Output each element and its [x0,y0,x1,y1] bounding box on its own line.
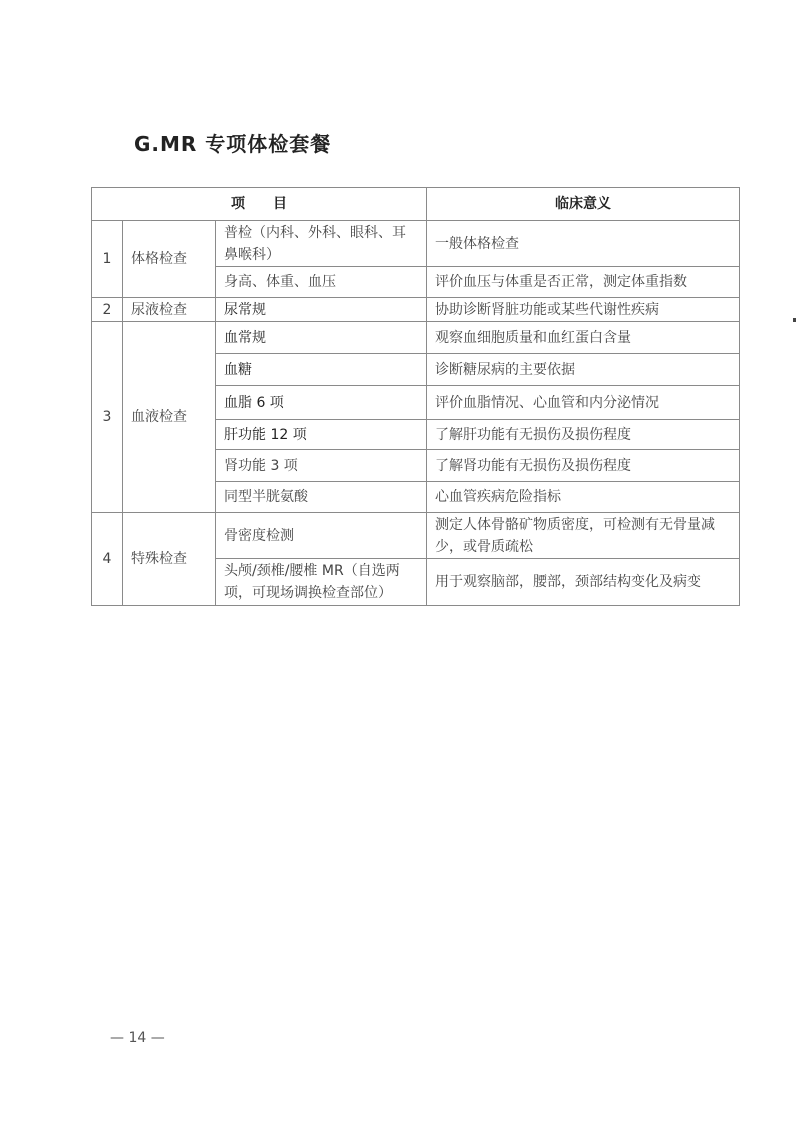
table-row [92,322,740,354]
meaning-cell: 测定人体骨骼矿物质密度，可检测有无骨量减少，或骨质疏松 [427,513,740,559]
table-row [92,298,740,322]
meaning-cell: 评价血脂情况、心血管和内分泌情况 [427,386,740,420]
group-category: 血液检查 [123,322,216,513]
group-number: 4 [92,513,123,606]
item-cell: 同型半胱氨酸 [216,482,427,513]
header-meaning: 临床意义 [427,188,740,221]
meaning-cell: 心血管疾病危险指标 [427,482,740,513]
meaning-cell: 观察血细胞质量和血红蛋白含量 [427,322,740,354]
group-number: 1 [92,221,123,298]
meaning-cell: 用于观察脑部，腰部，颈部结构变化及病变 [427,559,740,606]
table-row [92,513,740,559]
meaning-cell: 一般体格检查 [427,221,740,267]
item-cell: 身高、体重、血压 [216,267,427,298]
group-number: 3 [92,322,123,513]
table-header-row [92,188,740,221]
table-row [92,221,740,267]
group-number: 2 [92,298,123,322]
item-cell: 血脂 6 项 [216,386,427,420]
item-cell: 肾功能 3 项 [216,450,427,482]
header-item: 项 目 [92,188,427,221]
item-cell: 血常规 [216,322,427,354]
group-category: 体格检查 [123,221,216,298]
item-cell: 普检（内科、外科、眼科、耳鼻喉科） [216,221,427,267]
meaning-cell: 了解肝功能有无损伤及损伤程度 [427,420,740,450]
item-cell: 血糖 [216,354,427,386]
meaning-cell: 评价血压与体重是否正常，测定体重指数 [427,267,740,298]
item-cell: 骨密度检测 [216,513,427,559]
group-category: 尿液检查 [123,298,216,322]
meaning-cell: 诊断糖尿病的主要依据 [427,354,740,386]
page-number: — 14 — [110,1030,165,1046]
checkup-table [91,187,740,606]
item-cell: 头颅/颈椎/腰椎 MR（自选两项，可现场调换检查部位） [216,559,427,606]
meaning-cell: 了解肾功能有无损伤及损伤程度 [427,450,740,482]
group-category: 特殊检查 [123,513,216,606]
page-title: G.MR 专项体检套餐 [134,132,332,156]
meaning-cell: 协助诊断肾脏功能或某些代谢性疾病 [427,298,740,322]
item-cell: 尿常规 [216,298,427,322]
scan-mark [793,318,796,322]
item-cell: 肝功能 12 项 [216,420,427,450]
